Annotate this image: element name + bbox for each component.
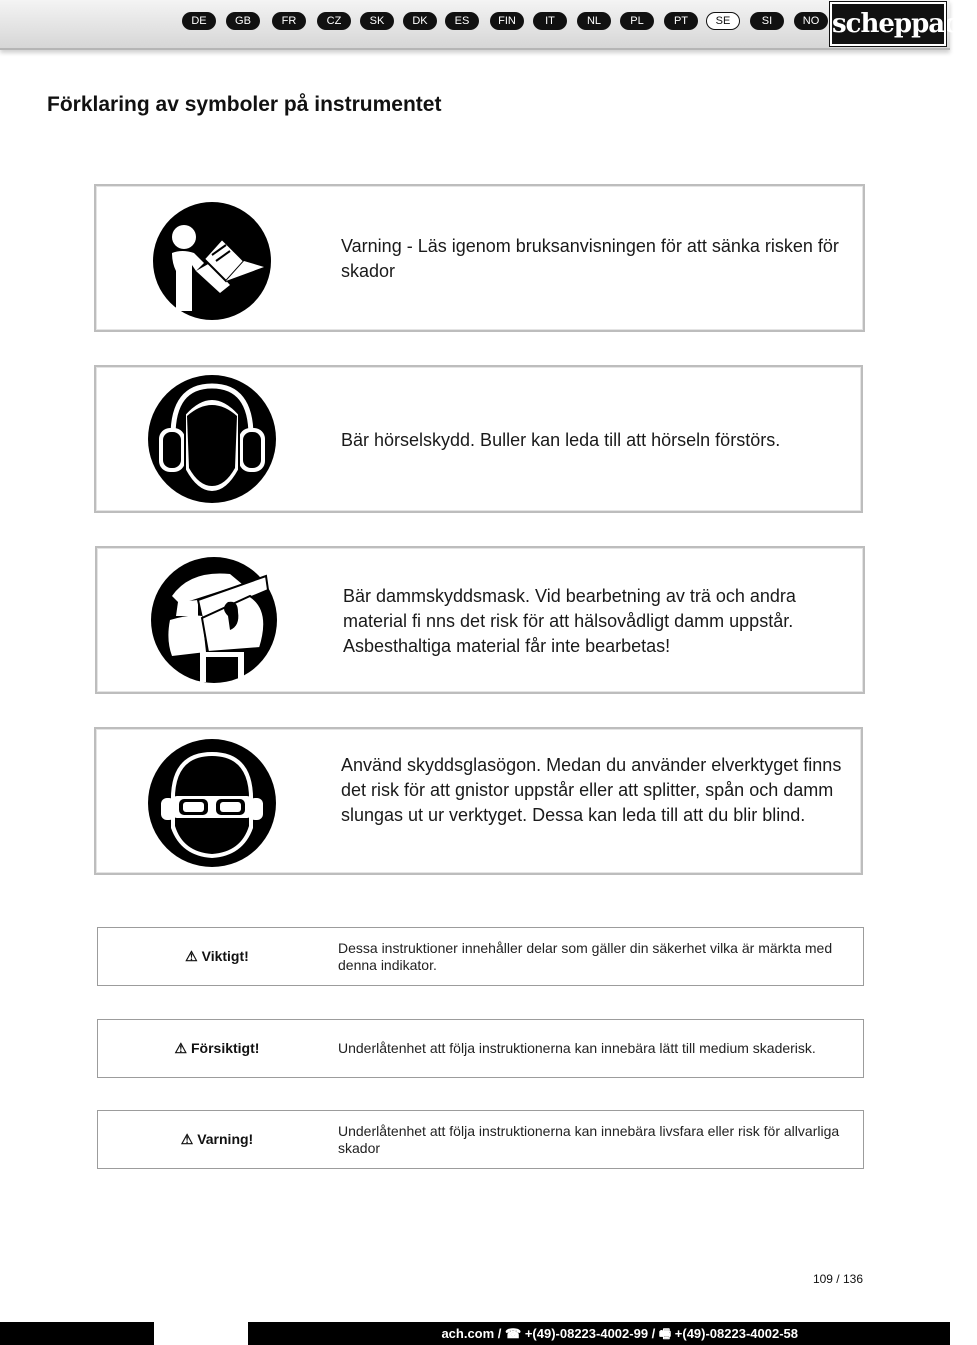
- symbol-card-read-manual: [94, 184, 865, 332]
- notice-caution: [97, 1019, 864, 1078]
- symbol-text-read-manual: Varning - Läs igenom bruksanvisningen för att sänka risken för skador: [341, 236, 839, 281]
- symbol-card-safety-goggles: [94, 727, 863, 875]
- header-bar: [0, 0, 977, 50]
- notice-label-caution: ⚠ Försiktigt!: [174, 1040, 260, 1056]
- lang-se[interactable]: SE: [706, 12, 740, 30]
- lang-si[interactable]: SI: [750, 12, 784, 30]
- safety-goggles-icon: [147, 738, 277, 868]
- lang-cz[interactable]: CZ: [317, 12, 351, 30]
- symbol-card-dust-mask: [95, 546, 865, 694]
- ear-protection-icon: [147, 374, 277, 504]
- lang-es[interactable]: ES: [445, 12, 479, 30]
- brand-logo: scheppach: [830, 2, 946, 46]
- symbol-text-safety-goggles: Använd skyddsglasögon. Medan du använder elverktyget finns det risk för att gnistor uppstår eller att splitter, spån och damm slungas ut ur verktyget. Dessa kan leda till att du blir blind.: [341, 755, 842, 825]
- lang-nl[interactable]: NL: [577, 12, 611, 30]
- notice-text-warning: Underlåtenhet att följa instruktionerna kan innebära livsfara eller risk för allvarliga skador: [338, 1123, 840, 1156]
- read-manual-icon: [152, 201, 272, 321]
- lang-de[interactable]: DE: [182, 12, 216, 30]
- dust-mask-icon: [150, 556, 278, 684]
- notice-text-important: Dessa instruktioner innehåller delar som gäller din säkerhet vilka är märkta med denna indikator.: [338, 940, 833, 973]
- notice-warning: [97, 1110, 864, 1169]
- lang-pl[interactable]: PL: [620, 12, 654, 30]
- lang-fin[interactable]: FIN: [490, 12, 524, 30]
- lang-dk[interactable]: DK: [403, 12, 437, 30]
- symbol-card-ear-protection: [94, 365, 863, 513]
- symbol-text-dust-mask: Bär dammskyddsmask. Vid bearbetning av trä och andra material fi nns det risk för att hälsovådligt damm uppstår. Asbesthaltiga material får inte bearbetas!: [343, 586, 796, 656]
- notice-label-important: ⚠ Viktigt!: [185, 948, 249, 964]
- lang-no[interactable]: NO: [794, 12, 828, 30]
- footer-contact: ach.com / ☎ +(49)-08223-4002-99 / 🖷 +(49)-08223-4002-58: [441, 1326, 798, 1341]
- page-title: Förklaring av symboler på instrumentet: [47, 93, 442, 116]
- lang-gb[interactable]: GB: [226, 12, 260, 30]
- footer-gap: [154, 1322, 248, 1345]
- lang-fr[interactable]: FR: [272, 12, 306, 30]
- notice-text-caution: Underlåtenhet att följa instruktionerna kan innebära lätt till medium skaderisk.: [338, 1040, 816, 1056]
- notice-important: [97, 927, 864, 986]
- lang-sk[interactable]: SK: [360, 12, 394, 30]
- notice-label-warning: ⚠ Varning!: [180, 1131, 254, 1147]
- lang-it[interactable]: IT: [533, 12, 567, 30]
- symbol-text-ear-protection: Bär hörselskydd. Buller kan leda till att hörseln förstörs.: [341, 430, 781, 450]
- footer-bar: [0, 1322, 950, 1345]
- page-number: 109 / 136: [812, 1272, 863, 1286]
- lang-pt[interactable]: PT: [664, 12, 698, 30]
